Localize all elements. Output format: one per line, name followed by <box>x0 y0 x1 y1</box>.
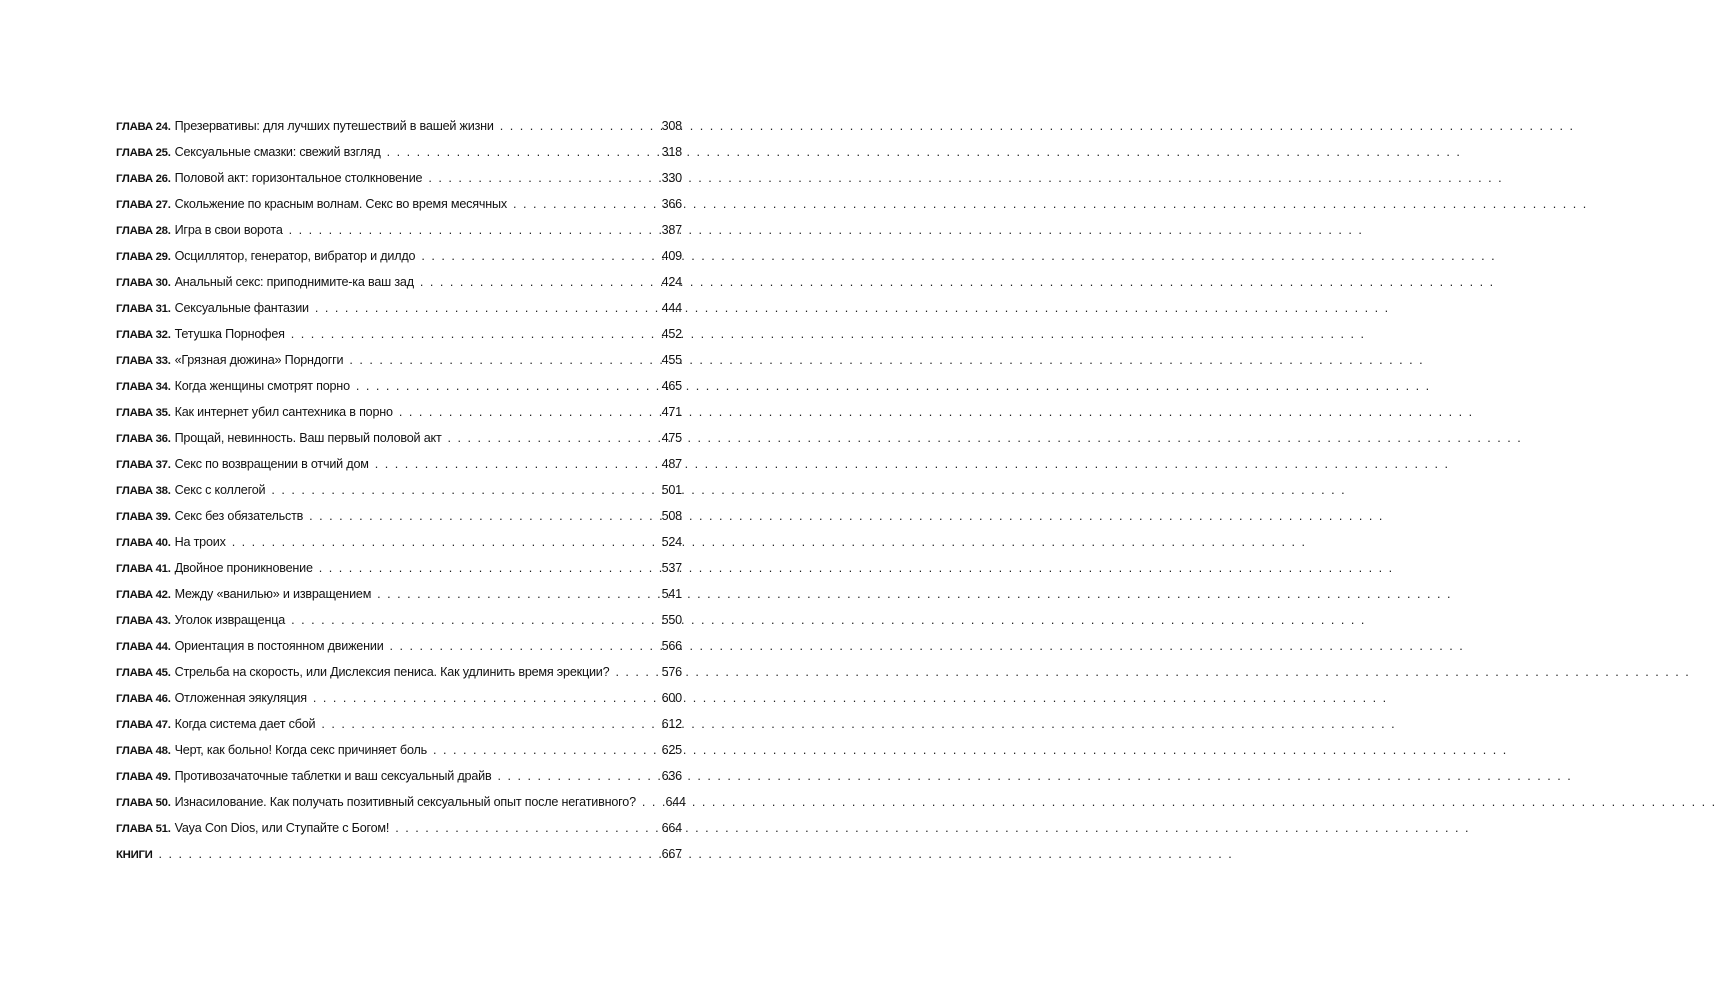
toc-entry-chapter-51[interactable] <box>116 815 682 841</box>
chapter-label: ГЛАВА 46. <box>116 693 171 705</box>
toc-entry-chapter-32[interactable] <box>116 321 682 347</box>
page-number: 455 <box>661 353 682 367</box>
chapter-label: ГЛАВА 29. <box>116 251 171 263</box>
toc-entry-books[interactable] <box>116 841 682 867</box>
chapter-title: Между «ванилью» и извращением <box>174 587 372 601</box>
page-number: 444 <box>661 301 682 315</box>
dot-leader <box>313 555 656 581</box>
page-number: 664 <box>661 821 682 835</box>
page-number: 566 <box>661 639 682 653</box>
toc-entry-chapter-26[interactable] <box>116 165 682 191</box>
page-number: 625 <box>661 743 682 757</box>
toc-entry-chapter-41[interactable] <box>116 555 682 581</box>
page-number: 487 <box>661 457 682 471</box>
dot-leader <box>315 711 656 737</box>
page-number: 576 <box>661 665 682 679</box>
toc-entry-chapter-42[interactable] <box>116 581 682 607</box>
chapter-label: ГЛАВА 49. <box>116 771 171 783</box>
toc-entry-chapter-31[interactable] <box>116 295 682 321</box>
dot-leader <box>283 217 656 243</box>
dot-leader <box>285 607 656 633</box>
dot-leader <box>609 659 656 685</box>
page-number: 636 <box>661 769 682 783</box>
page-number: 409 <box>661 249 682 263</box>
chapter-label: ГЛАВА 28. <box>116 225 171 237</box>
page-number: 537 <box>661 561 682 575</box>
dot-leader <box>415 243 656 269</box>
chapter-label: ГЛАВА 47. <box>116 719 171 731</box>
chapter-label: ГЛАВА 25. <box>116 147 171 159</box>
chapter-label: ГЛАВА 42. <box>116 589 171 601</box>
chapter-label: ГЛАВА 38. <box>116 485 171 497</box>
toc-entry-chapter-28[interactable] <box>116 217 682 243</box>
chapter-label: ГЛАВА 39. <box>116 511 171 523</box>
dot-leader <box>226 529 656 555</box>
page-number: 524 <box>661 535 682 549</box>
toc-entry-chapter-44[interactable] <box>116 633 682 659</box>
chapter-title: Тетушка Порнофея <box>174 327 285 341</box>
chapter-label: ГЛАВА 32. <box>116 329 171 341</box>
chapter-title: Половой акт: горизонтальное столкновение <box>174 171 423 185</box>
page-number: 667 <box>661 847 682 861</box>
chapter-title: Vaya Con Dios, или Ступайте с Богом! <box>174 821 390 835</box>
page-number: 465 <box>661 379 682 393</box>
chapter-title: На троих <box>174 535 226 549</box>
page-number: 550 <box>661 613 682 627</box>
chapter-label: ГЛАВА 30. <box>116 277 171 289</box>
toc-entry-chapter-30[interactable] <box>116 269 682 295</box>
page-number: 318 <box>661 145 682 159</box>
dot-leader <box>427 737 656 763</box>
toc-entry-chapter-43[interactable] <box>116 607 682 633</box>
dot-leader <box>309 295 656 321</box>
dot-leader <box>389 815 656 841</box>
chapter-title: Отложенная эякуляция <box>174 691 307 705</box>
dot-leader <box>384 633 656 659</box>
dot-leader <box>507 191 656 217</box>
chapter-title: Как интернет убил сантехника в порно <box>174 405 393 419</box>
toc-entry-chapter-40[interactable] <box>116 529 682 555</box>
chapter-label: ГЛАВА 36. <box>116 433 171 445</box>
dot-leader <box>393 399 656 425</box>
dot-leader <box>422 165 656 191</box>
toc-entry-chapter-29[interactable] <box>116 243 682 269</box>
dot-leader <box>153 841 656 867</box>
page-number: 471 <box>661 405 682 419</box>
chapter-title: Противозачаточные таблетки и ваш сексуальный драйв <box>174 769 492 783</box>
page-number: 508 <box>661 509 682 523</box>
page-number: 600 <box>661 691 682 705</box>
chapter-title: Секс без обязательств <box>174 509 304 523</box>
dot-leader <box>442 425 656 451</box>
chapter-title: Стрельба на скорость, или Дислексия пениса. Как удлинить время эрекции? <box>174 665 610 679</box>
chapter-title: Секс по возвращении в отчий дом <box>174 457 369 471</box>
toc-entry-chapter-50[interactable] <box>116 789 686 815</box>
toc-entry-chapter-38[interactable] <box>116 477 682 503</box>
toc-entry-chapter-27[interactable] <box>116 191 682 217</box>
chapter-title: Когда женщины смотрят порно <box>174 379 350 393</box>
page-number: 366 <box>661 197 682 211</box>
dot-leader <box>369 451 656 477</box>
chapter-label: ГЛАВА 45. <box>116 667 171 679</box>
chapter-label: ГЛАВА 40. <box>116 537 171 549</box>
chapter-title: Презервативы: для лучших путешествий в вашей жизни <box>174 119 494 133</box>
chapter-title: Изнасилование. Как получать позитивный сексуальный опыт после негативного? <box>174 795 636 809</box>
page-number: 452 <box>661 327 682 341</box>
chapter-title: Сексуальные фантазии <box>174 301 309 315</box>
toc-entry-chapter-45[interactable] <box>116 659 682 685</box>
chapter-title: «Грязная дюжина» Порндогги <box>174 353 344 367</box>
toc-entry-chapter-34[interactable] <box>116 373 682 399</box>
chapter-label: ГЛАВА 51. <box>116 823 171 835</box>
dot-leader <box>265 477 656 503</box>
chapter-title: Ориентация в постоянном движении <box>174 639 384 653</box>
chapter-label: ГЛАВА 43. <box>116 615 171 627</box>
toc-entry-chapter-33[interactable] <box>116 347 682 373</box>
page-number: 387 <box>661 223 682 237</box>
chapter-title: Анальный секс: приподнимите-ка ваш зад <box>174 275 414 289</box>
chapter-title: Игра в свои ворота <box>174 223 283 237</box>
dot-leader <box>381 139 656 165</box>
toc-entry-chapter-49[interactable] <box>116 763 682 789</box>
dot-leader <box>494 113 656 139</box>
dot-leader <box>303 503 656 529</box>
chapter-label: ГЛАВА 44. <box>116 641 171 653</box>
chapter-label: ГЛАВА 33. <box>116 355 171 367</box>
chapter-label: ГЛАВА 48. <box>116 745 171 757</box>
dot-leader <box>636 789 660 815</box>
page-number: 541 <box>661 587 682 601</box>
dot-leader <box>371 581 656 607</box>
chapter-title: Двойное проникновение <box>174 561 313 575</box>
chapter-label: ГЛАВА 26. <box>116 173 171 185</box>
chapter-label: ГЛАВА 35. <box>116 407 171 419</box>
chapter-title: Секс с коллегой <box>174 483 266 497</box>
toc-entry-chapter-47[interactable] <box>116 711 682 737</box>
page-number: 475 <box>661 431 682 445</box>
toc-entry-chapter-24[interactable] <box>116 113 682 139</box>
chapter-label: ГЛАВА 41. <box>116 563 171 575</box>
toc-entry-chapter-46[interactable] <box>116 685 682 711</box>
chapter-label: ГЛАВА 31. <box>116 303 171 315</box>
page-number: 501 <box>661 483 682 497</box>
chapter-title: Когда система дает сбой <box>174 717 316 731</box>
page-number: 644 <box>665 795 686 809</box>
chapter-title: Уголок извращенца <box>174 613 286 627</box>
chapter-title: Осциллятор, генератор, вибратор и дилдо <box>174 249 416 263</box>
toc-entry-chapter-25[interactable] <box>116 139 682 165</box>
toc-entry-chapter-48[interactable] <box>116 737 682 763</box>
toc-entry-chapter-37[interactable] <box>116 451 682 477</box>
chapter-label: ГЛАВА 27. <box>116 199 171 211</box>
toc-entry-chapter-35[interactable] <box>116 399 682 425</box>
dot-leader <box>307 685 656 711</box>
dot-leader <box>414 269 656 295</box>
toc-entry-chapter-36[interactable] <box>116 425 682 451</box>
toc-entry-chapter-39[interactable] <box>116 503 682 529</box>
chapter-label: ГЛАВА 24. <box>116 121 171 133</box>
table-of-contents <box>116 113 686 867</box>
page-number: 308 <box>661 119 682 133</box>
chapter-title: Черт, как больно! Когда секс причиняет боль <box>174 743 427 757</box>
dot-leader <box>350 373 656 399</box>
page-number: 424 <box>661 275 682 289</box>
chapter-label: ГЛАВА 34. <box>116 381 171 393</box>
section-label: КНИГИ <box>116 849 153 861</box>
chapter-title: Скольжение по красным волнам. Секс во время месячных <box>174 197 507 211</box>
chapter-label: ГЛАВА 50. <box>116 797 171 809</box>
dot-leader <box>343 347 656 373</box>
dot-leader <box>491 763 656 789</box>
page-number: 330 <box>661 171 682 185</box>
chapter-title: Прощай, невинность. Ваш первый половой акт <box>174 431 442 445</box>
chapter-label: ГЛАВА 37. <box>116 459 171 471</box>
chapter-title: Сексуальные смазки: свежий взгляд <box>174 145 381 159</box>
dot-leader <box>285 321 656 347</box>
page-number: 612 <box>661 717 682 731</box>
